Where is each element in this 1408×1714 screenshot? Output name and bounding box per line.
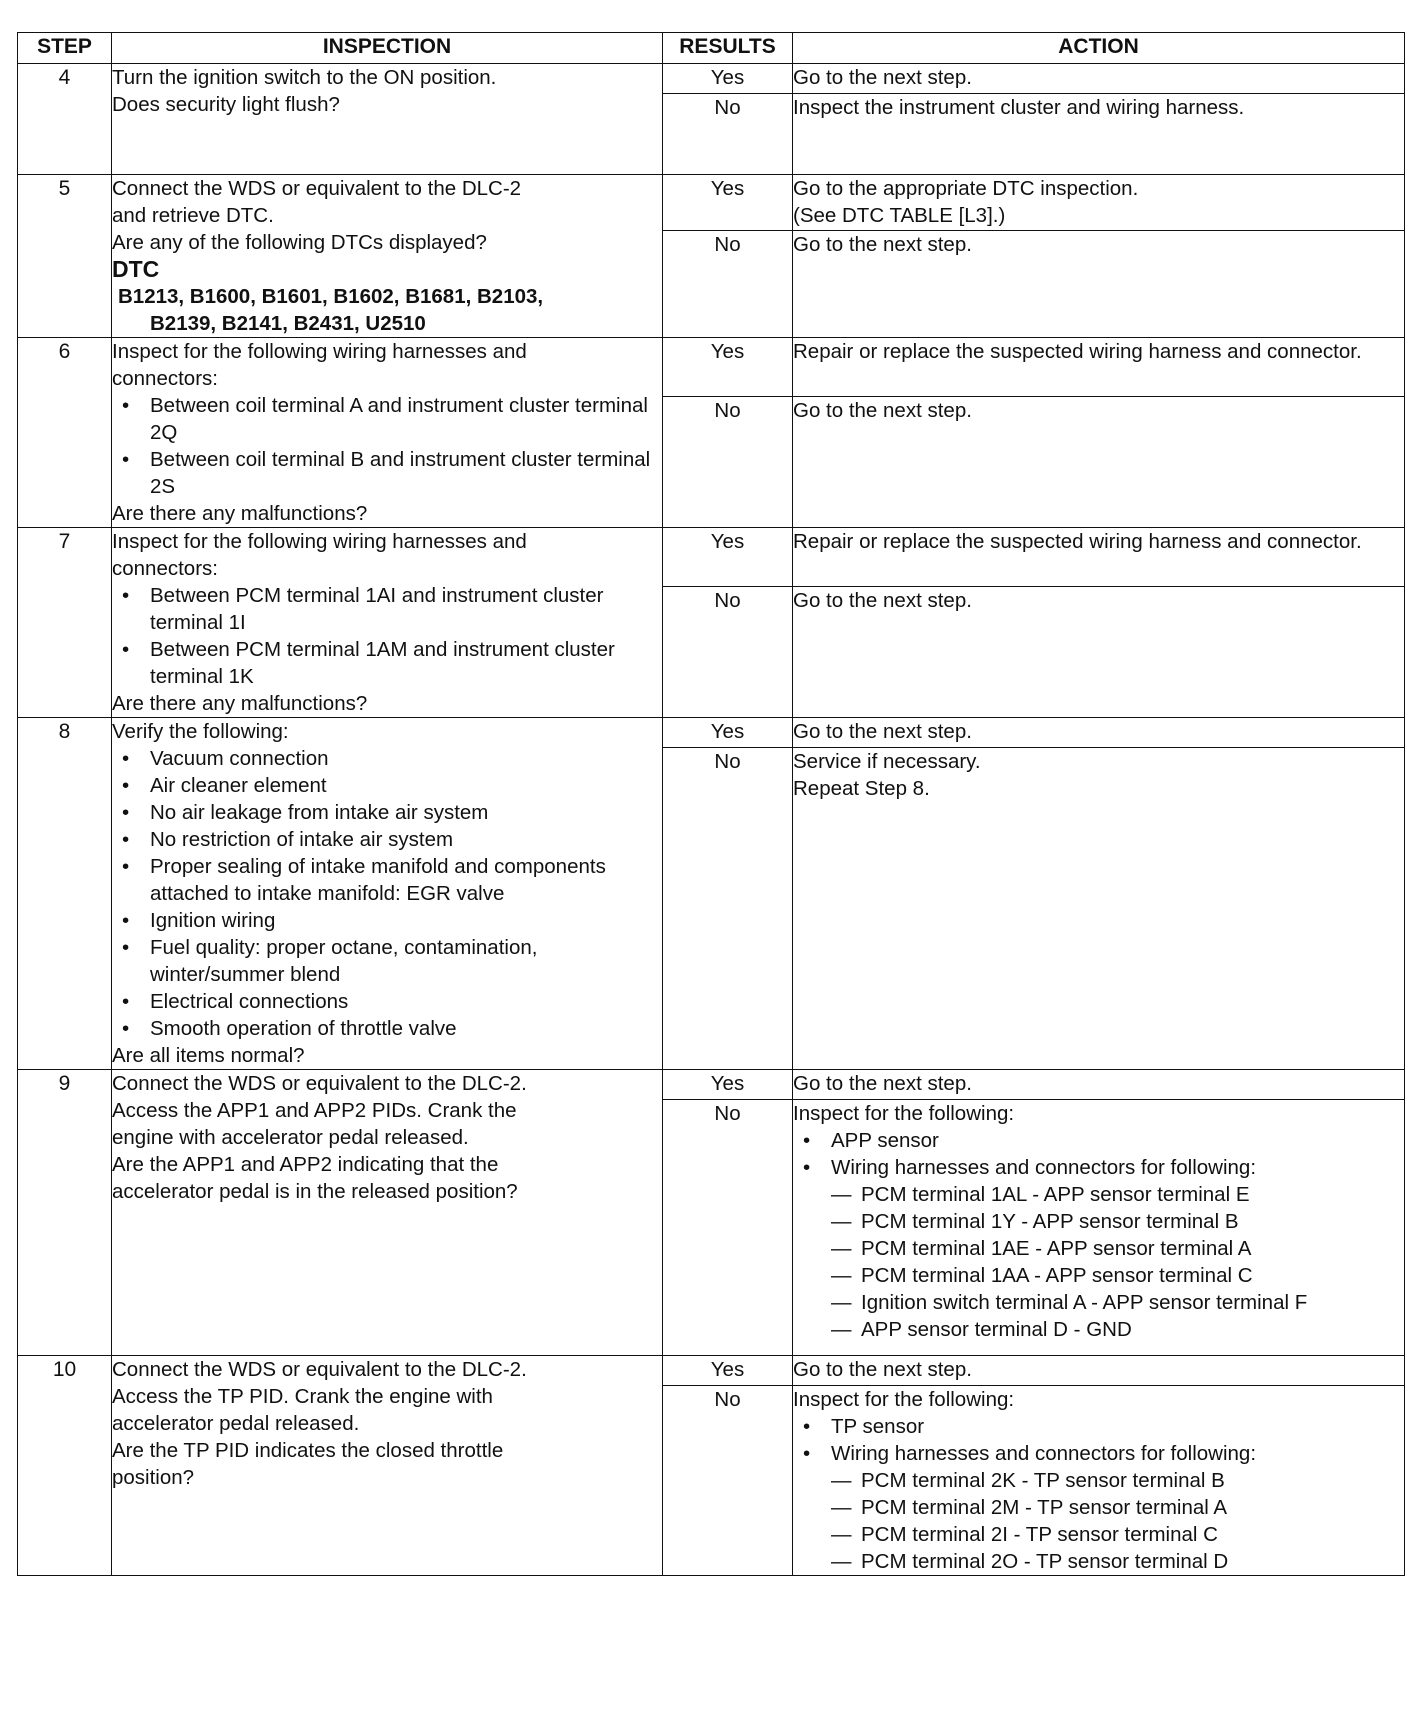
result-no: No bbox=[663, 1100, 793, 1356]
action-yes bbox=[793, 175, 1405, 231]
inspection-bullets bbox=[112, 582, 662, 690]
list-item: — PCM terminal 2O - TP sensor terminal D bbox=[831, 1548, 1404, 1575]
list-item: • Fuel quality: proper octane, contamination, winter/summer blend bbox=[112, 934, 662, 988]
inspection-line: and retrieve DTC. bbox=[112, 204, 274, 227]
action-line: Go to the appropriate DTC inspection. bbox=[793, 177, 1139, 200]
inspection-line: accelerator pedal is in the released position? bbox=[112, 1180, 518, 1203]
action-dash-list bbox=[793, 1467, 1404, 1575]
inspection-question: Are all items normal? bbox=[112, 1044, 305, 1067]
inspection-bullets bbox=[112, 392, 662, 500]
action-no bbox=[793, 1386, 1405, 1576]
list-item: • Wiring harnesses and connectors for following: bbox=[793, 1154, 1404, 1181]
result-no: No bbox=[663, 94, 793, 175]
action-bullets bbox=[793, 1413, 1404, 1467]
header-results: RESULTS bbox=[663, 33, 793, 64]
inspection-line: accelerator pedal released. bbox=[112, 1412, 360, 1435]
inspection-line: Access the TP PID. Crank the engine with bbox=[112, 1385, 493, 1408]
inspection-line: Does security light flush? bbox=[112, 93, 340, 116]
list-item: • TP sensor bbox=[793, 1413, 1404, 1440]
result-yes: Yes bbox=[663, 338, 793, 397]
action-line: Inspect for the following: bbox=[793, 1102, 1015, 1125]
step-8-yes-row bbox=[18, 718, 1405, 748]
action-no bbox=[793, 1100, 1405, 1356]
step-number: 6 bbox=[18, 338, 112, 528]
list-item: • Between PCM terminal 1AI and instrument cluster terminal 1I bbox=[112, 582, 662, 636]
inspection-line: Are any of the following DTCs displayed? bbox=[112, 231, 487, 254]
result-no: No bbox=[663, 587, 793, 718]
list-item: — PCM terminal 2M - TP sensor terminal A bbox=[831, 1494, 1404, 1521]
step-10-yes-row bbox=[18, 1356, 1405, 1386]
result-no: No bbox=[663, 231, 793, 338]
list-item: • Proper sealing of intake manifold and components attached to intake manifold: EGR valve bbox=[112, 853, 662, 907]
step-number: 5 bbox=[18, 175, 112, 338]
list-item: • Vacuum connection bbox=[112, 745, 662, 772]
list-item: • Wiring harnesses and connectors for following: bbox=[793, 1440, 1404, 1467]
action-yes: Go to the next step. bbox=[793, 64, 1405, 94]
action-dash-list bbox=[793, 1181, 1404, 1343]
result-yes: Yes bbox=[663, 528, 793, 587]
inspection-line: connectors: bbox=[112, 367, 218, 390]
dtc-codes-line: B1213, B1600, B1601, B1602, B1681, B2103, bbox=[118, 285, 544, 308]
action-no: Go to the next step. bbox=[793, 587, 1405, 718]
inspection-cell bbox=[112, 64, 663, 175]
inspection-line: Inspect for the following wiring harnesses and bbox=[112, 530, 527, 553]
list-item: • Ignition wiring bbox=[112, 907, 662, 934]
list-item: • APP sensor bbox=[793, 1127, 1404, 1154]
list-item: • Smooth operation of throttle valve bbox=[112, 1015, 662, 1042]
inspection-line: Are the TP PID indicates the closed throttle bbox=[112, 1439, 504, 1462]
result-no: No bbox=[663, 397, 793, 528]
inspection-line: Access the APP1 and APP2 PIDs. Crank the bbox=[112, 1099, 517, 1122]
result-no: No bbox=[663, 1386, 793, 1576]
inspection-line: connectors: bbox=[112, 557, 218, 580]
inspection-cell bbox=[112, 175, 663, 338]
header-action: ACTION bbox=[793, 33, 1405, 64]
result-yes: Yes bbox=[663, 175, 793, 231]
inspection-line: Verify the following: bbox=[112, 720, 289, 743]
inspection-cell bbox=[112, 528, 663, 718]
table-header-row bbox=[18, 33, 1405, 64]
list-item: • Electrical connections bbox=[112, 988, 662, 1015]
inspection-question: Are there any malfunctions? bbox=[112, 692, 368, 715]
inspection-line: position? bbox=[112, 1466, 195, 1489]
action-no: Go to the next step. bbox=[793, 231, 1405, 338]
list-item: — Ignition switch terminal A - APP sensor terminal F bbox=[831, 1289, 1404, 1316]
result-no: No bbox=[663, 748, 793, 1070]
inspection-cell bbox=[112, 718, 663, 1070]
inspection-line: Turn the ignition switch to the ON position. bbox=[112, 66, 497, 89]
inspection-line: Connect the WDS or equivalent to the DLC-2. bbox=[112, 1358, 527, 1381]
result-yes: Yes bbox=[663, 718, 793, 748]
inspection-line: Connect the WDS or equivalent to the DLC-2 bbox=[112, 177, 522, 200]
action-yes: Repair or replace the suspected wiring harness and connector. bbox=[793, 528, 1405, 587]
action-yes: Go to the next step. bbox=[793, 1070, 1405, 1100]
step-number: 7 bbox=[18, 528, 112, 718]
action-line: Service if necessary. bbox=[793, 750, 981, 774]
list-item: • Between coil terminal B and instrument cluster terminal 2S bbox=[112, 446, 662, 500]
list-item: — APP sensor terminal D - GND bbox=[831, 1316, 1404, 1343]
inspection-question: Are there any malfunctions? bbox=[112, 502, 368, 525]
action-line: Inspect for the following: bbox=[793, 1388, 1015, 1411]
list-item: — PCM terminal 1Y - APP sensor terminal B bbox=[831, 1208, 1404, 1235]
dtc-heading: DTC bbox=[112, 256, 160, 282]
action-no: Inspect the instrument cluster and wiring harness. bbox=[793, 94, 1405, 175]
header-inspection: INSPECTION bbox=[112, 33, 663, 64]
list-item: • No restriction of intake air system bbox=[112, 826, 662, 853]
action-no bbox=[793, 748, 1405, 1070]
action-bullets bbox=[793, 1127, 1404, 1181]
step-7-yes-row bbox=[18, 528, 1405, 587]
list-item: — PCM terminal 1AL - APP sensor terminal E bbox=[831, 1181, 1404, 1208]
result-yes: Yes bbox=[663, 1356, 793, 1386]
step-number: 9 bbox=[18, 1070, 112, 1356]
inspection-line: engine with accelerator pedal released. bbox=[112, 1126, 469, 1149]
inspection-cell bbox=[112, 1356, 663, 1576]
action-no: Go to the next step. bbox=[793, 397, 1405, 528]
result-yes: Yes bbox=[663, 1070, 793, 1100]
step-9-yes-row bbox=[18, 1070, 1405, 1100]
list-item: • Air cleaner element bbox=[112, 772, 662, 799]
step-number: 8 bbox=[18, 718, 112, 1070]
step-number: 10 bbox=[18, 1356, 112, 1576]
dtc-codes-line: B2139, B2141, B2431, U2510 bbox=[150, 312, 426, 335]
list-item: — PCM terminal 1AA - APP sensor terminal C bbox=[831, 1262, 1404, 1289]
inspection-line: Connect the WDS or equivalent to the DLC-2. bbox=[112, 1072, 527, 1095]
action-yes: Go to the next step. bbox=[793, 1356, 1405, 1386]
action-line: (See DTC TABLE [L3].) bbox=[793, 204, 1006, 227]
step-number: 4 bbox=[18, 64, 112, 175]
list-item: • Between coil terminal A and instrument cluster terminal 2Q bbox=[112, 392, 662, 446]
list-item: — PCM terminal 1AE - APP sensor terminal A bbox=[831, 1235, 1404, 1262]
step-5-yes-row bbox=[18, 175, 1405, 231]
header-step: STEP bbox=[18, 33, 112, 64]
inspection-cell bbox=[112, 338, 663, 528]
action-yes: Go to the next step. bbox=[793, 718, 1405, 748]
inspection-line: Are the APP1 and APP2 indicating that the bbox=[112, 1153, 499, 1176]
list-item: • No air leakage from intake air system bbox=[112, 799, 662, 826]
inspection-bullets bbox=[112, 745, 662, 1042]
step-6-yes-row bbox=[18, 338, 1405, 397]
diagnostic-table bbox=[17, 32, 1405, 1576]
inspection-line: Inspect for the following wiring harnesses and bbox=[112, 340, 527, 363]
action-yes: Repair or replace the suspected wiring harness and connector. bbox=[793, 338, 1405, 397]
inspection-cell bbox=[112, 1070, 663, 1356]
result-yes: Yes bbox=[663, 64, 793, 94]
list-item: — PCM terminal 2I - TP sensor terminal C bbox=[831, 1521, 1404, 1548]
list-item: — PCM terminal 2K - TP sensor terminal B bbox=[831, 1467, 1404, 1494]
list-item: • Between PCM terminal 1AM and instrument cluster terminal 1K bbox=[112, 636, 662, 690]
action-line: Repeat Step 8. bbox=[793, 777, 930, 801]
step-4-yes-row bbox=[18, 64, 1405, 94]
